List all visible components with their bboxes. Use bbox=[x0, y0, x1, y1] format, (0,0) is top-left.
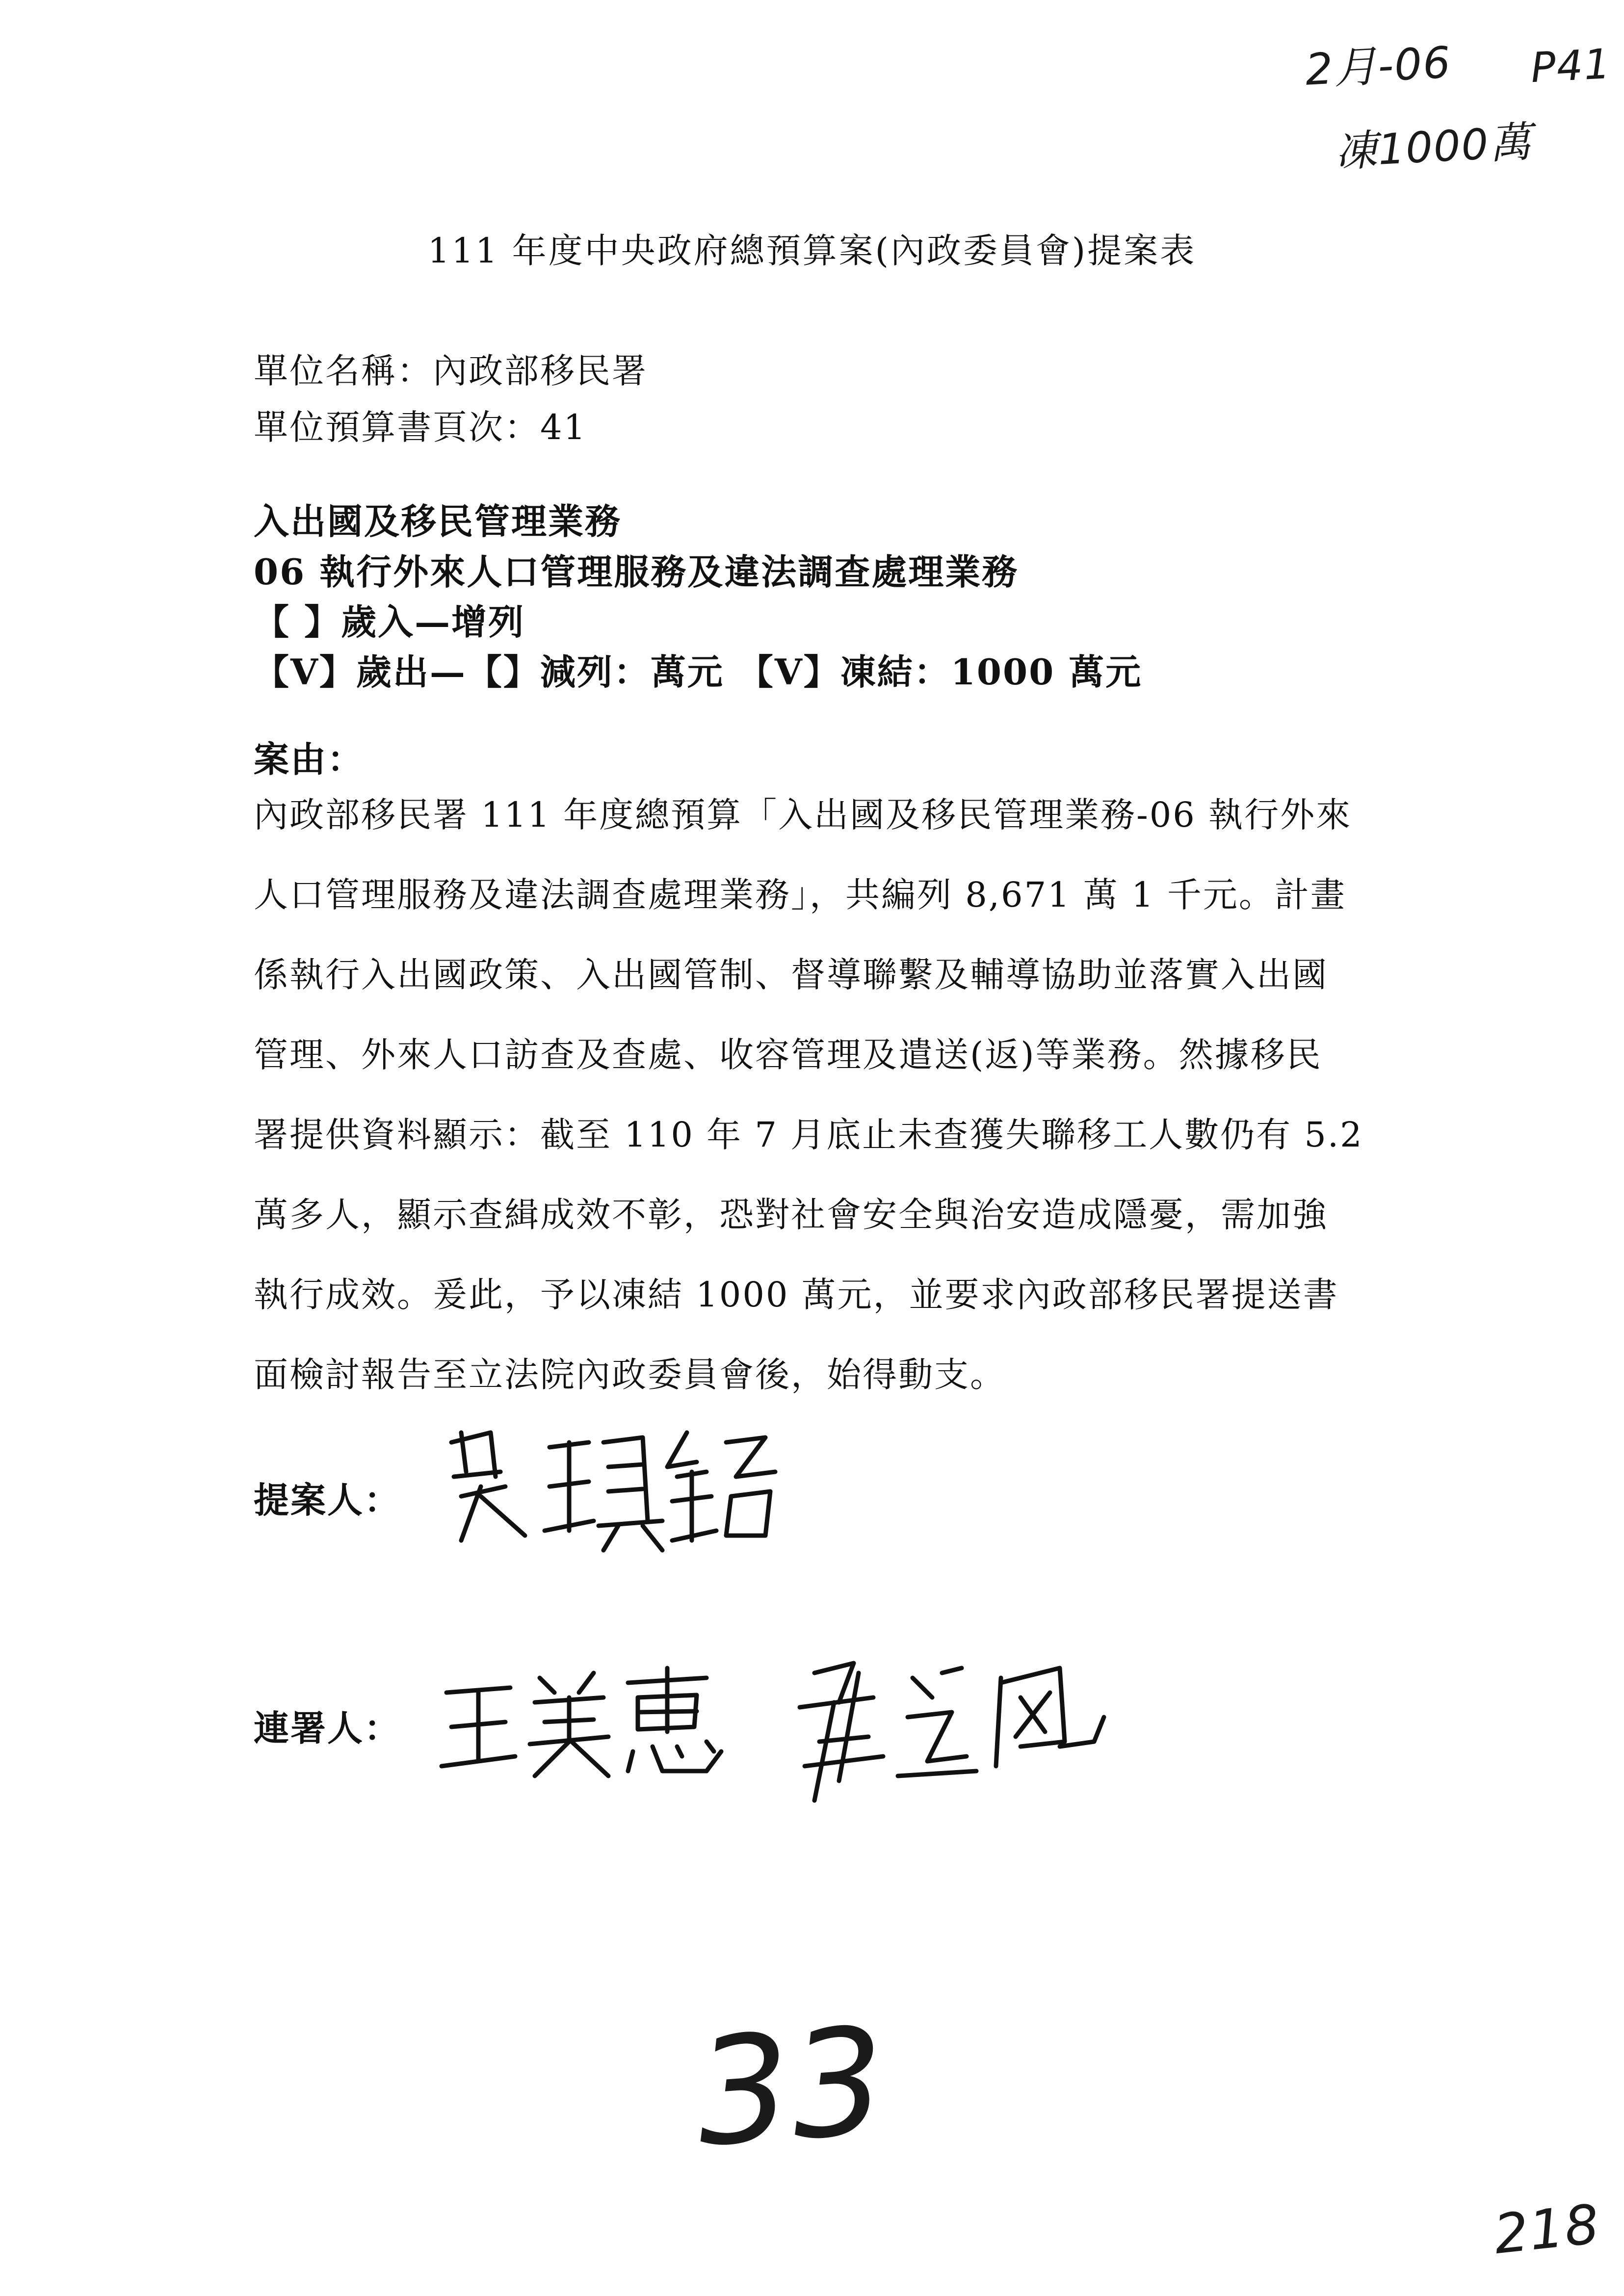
proposer-signature bbox=[432, 1413, 785, 1560]
expenditure-line: 【V】歲出—【】減列：萬元 【V】凍結：1000 萬元 bbox=[254, 651, 1143, 693]
reason-line: 內政部移民署 111 年度總預算「入出國及移民管理業務-06 執行外來 bbox=[254, 795, 1352, 835]
handwritten-page-ref: P41 bbox=[1529, 39, 1612, 92]
cosigner-signature-1 bbox=[432, 1658, 746, 1786]
unit-budget-page: 單位預算書頁次：41 bbox=[254, 407, 587, 447]
program-item: 06 執行外來人口管理服務及違法調查處理業務 bbox=[254, 551, 1019, 593]
reason-line: 署提供資料顯示：截至 110 年 7 月底止未查獲失聯移工人數仍有 5.2 bbox=[254, 1115, 1363, 1155]
reason-line: 係執行入出國政策、入出國管制、督導聯繫及輔導協助並落實入出國 bbox=[254, 955, 1328, 995]
reason-line: 人口管理服務及違法調查處理業務」，共編列 8,671 萬 1 千元。計畫 bbox=[254, 875, 1346, 915]
cosigner-signature-2 bbox=[785, 1644, 1128, 1805]
cosigner-label: 連署人： bbox=[254, 1707, 401, 1749]
handwritten-date: 2月-06 bbox=[1304, 37, 1453, 95]
unit-name: 單位名稱：內政部移民署 bbox=[254, 351, 648, 391]
page-title: 111 年度中央政府總預算案(內政委員會)提案表 bbox=[427, 231, 1197, 271]
handwritten-freeze-note: 凍1000萬 bbox=[1334, 117, 1534, 177]
reason-line: 面檢討報告至立法院內政委員會後，始得動支。 bbox=[254, 1355, 1006, 1395]
program-category: 入出國及移民管理業務 bbox=[254, 500, 622, 542]
handwritten-page-number: 33 bbox=[691, 1995, 892, 2180]
handwritten-corner-number: 218 bbox=[1491, 2192, 1603, 2266]
reason-line: 萬多人，顯示查緝成效不彰，恐對社會安全與治安造成隱憂，需加強 bbox=[254, 1195, 1328, 1235]
reason-line: 執行成效。爰此，予以凍結 1000 萬元，並要求內政部移民署提送書 bbox=[254, 1275, 1339, 1315]
reason-body bbox=[254, 775, 1397, 1415]
reason-heading: 案由： bbox=[254, 738, 365, 780]
revenue-line: 【 】歲入—增列 bbox=[254, 601, 525, 643]
reason-line: 管理、外來人口訪查及查處、收容管理及遣送(返)等業務。然據移民 bbox=[254, 1035, 1322, 1075]
proposer-label: 提案人： bbox=[254, 1479, 401, 1521]
